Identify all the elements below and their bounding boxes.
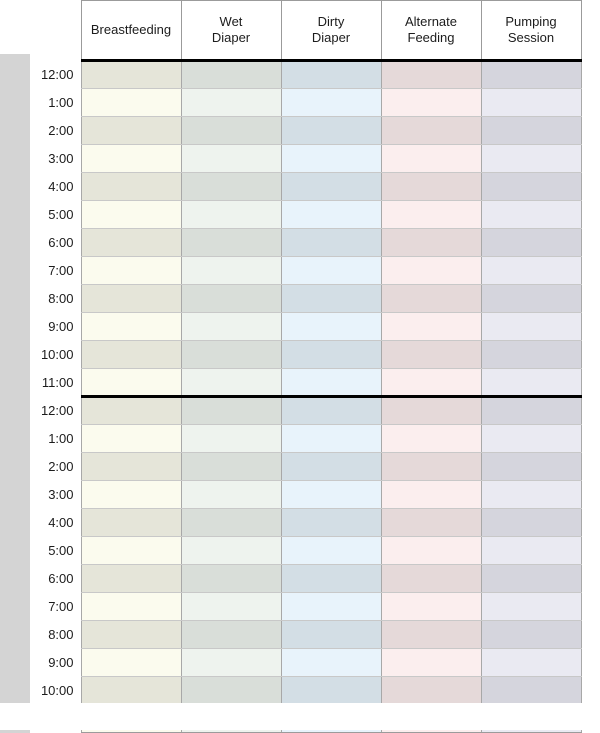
cell-alternate-feeding[interactable] [381,565,481,593]
time-label: 12:00 [30,397,81,425]
cell-dirty-diaper[interactable] [281,313,381,341]
time-label: 10:00 [30,341,81,369]
cell-breastfeeding[interactable] [81,229,181,257]
cell-breastfeeding[interactable] [81,509,181,537]
time-label: 2:00 [30,453,81,481]
table-body [0,61,581,733]
table-row [0,649,581,677]
column-header-dirty-diaper [281,1,381,61]
header-corner-time [30,1,81,61]
cell-wet-diaper[interactable] [181,341,281,369]
cell-alternate-feeding[interactable] [381,201,481,229]
cell-wet-diaper[interactable] [181,313,281,341]
time-label: 1:00 [30,89,81,117]
column-header-wet-diaper [181,1,281,61]
cell-pumping-session[interactable] [481,593,581,621]
cell-alternate-feeding[interactable] [381,537,481,565]
cell-wet-diaper[interactable] [181,285,281,313]
cell-breastfeeding[interactable] [81,341,181,369]
cell-wet-diaper[interactable] [181,145,281,173]
cell-dirty-diaper[interactable] [281,481,381,509]
cell-wet-diaper[interactable] [181,509,281,537]
cell-breastfeeding[interactable] [81,257,181,285]
cell-pumping-session[interactable] [481,145,581,173]
cell-wet-diaper[interactable] [181,593,281,621]
cell-breastfeeding[interactable] [81,481,181,509]
column-header-breastfeeding [81,1,181,61]
time-label: 4:00 [30,509,81,537]
cell-alternate-feeding[interactable] [381,649,481,677]
cell-alternate-feeding[interactable] [381,145,481,173]
cell-pumping-session[interactable] [481,649,581,677]
cell-breastfeeding[interactable] [81,425,181,453]
cell-breastfeeding[interactable] [81,369,181,397]
table-row [0,285,581,313]
cell-pumping-session[interactable] [481,509,581,537]
cell-wet-diaper[interactable] [181,173,281,201]
table-row [0,397,581,425]
cell-alternate-feeding[interactable] [381,481,481,509]
table-row [0,481,581,509]
table-header [0,1,581,61]
cell-breastfeeding[interactable] [81,117,181,145]
cell-breastfeeding[interactable] [81,285,181,313]
cell-pumping-session[interactable] [481,61,581,89]
cell-wet-diaper[interactable] [181,677,281,705]
cell-pumping-session[interactable] [481,89,581,117]
table-row [0,621,581,649]
cell-alternate-feeding[interactable] [381,313,481,341]
cell-wet-diaper[interactable] [181,369,281,397]
cell-alternate-feeding[interactable] [381,397,481,425]
cell-pumping-session[interactable] [481,621,581,649]
time-label: 3:00 [30,481,81,509]
cell-wet-diaper[interactable] [181,537,281,565]
cell-alternate-feeding[interactable] [381,229,481,257]
cell-wet-diaper[interactable] [181,117,281,145]
cell-pumping-session[interactable] [481,201,581,229]
cell-pumping-session[interactable] [481,369,581,397]
time-label: 7:00 [30,257,81,285]
table-row [0,565,581,593]
cell-pumping-session[interactable] [481,425,581,453]
cell-pumping-session[interactable] [481,565,581,593]
table-row [0,201,581,229]
cell-breastfeeding[interactable] [81,621,181,649]
cell-breastfeeding[interactable] [81,649,181,677]
time-label: 7:00 [30,593,81,621]
cell-wet-diaper[interactable] [181,649,281,677]
cell-breastfeeding[interactable] [81,453,181,481]
cell-alternate-feeding[interactable] [381,285,481,313]
time-label: 5:00 [30,201,81,229]
cell-dirty-diaper[interactable] [281,89,381,117]
cell-pumping-session[interactable] [481,173,581,201]
column-header-dirty-diaper-line1: Dirty [317,13,345,29]
table-row [0,593,581,621]
cell-dirty-diaper[interactable] [281,117,381,145]
cell-alternate-feeding[interactable] [381,677,481,705]
cell-pumping-session[interactable] [481,257,581,285]
footer-spacer [0,703,600,730]
cell-alternate-feeding[interactable] [381,117,481,145]
table-row [0,89,581,117]
cell-breastfeeding[interactable] [81,397,181,425]
cell-dirty-diaper[interactable] [281,173,381,201]
table-row [0,173,581,201]
cell-dirty-diaper[interactable] [281,677,381,705]
cell-wet-diaper[interactable] [181,397,281,425]
table-row [0,145,581,173]
column-header-alternate-feeding-line1: Alternate [404,13,458,29]
cell-wet-diaper[interactable] [181,61,281,89]
table-row [0,453,581,481]
cell-dirty-diaper[interactable] [281,565,381,593]
cell-pumping-session[interactable] [481,677,581,705]
cell-wet-diaper[interactable] [181,453,281,481]
cell-wet-diaper[interactable] [181,257,281,285]
time-label: 8:00 [30,285,81,313]
cell-dirty-diaper[interactable] [281,649,381,677]
cell-dirty-diaper[interactable] [281,453,381,481]
cell-alternate-feeding[interactable] [381,173,481,201]
column-header-alternate-feeding-line2: Feeding [407,30,455,45]
period-strip [0,54,30,730]
cell-breastfeeding[interactable] [81,145,181,173]
cell-breastfeeding[interactable] [81,89,181,117]
cell-alternate-feeding[interactable] [381,453,481,481]
table-row [0,677,581,705]
table-row [0,537,581,565]
table-row [0,229,581,257]
cell-breastfeeding[interactable] [81,677,181,705]
cell-dirty-diaper[interactable] [281,229,381,257]
time-label: 10:00 [30,677,81,705]
time-label: 6:00 [30,229,81,257]
column-header-alternate-feeding [381,1,481,61]
cell-pumping-session[interactable] [481,481,581,509]
table-row [0,257,581,285]
cell-dirty-diaper[interactable] [281,593,381,621]
cell-dirty-diaper[interactable] [281,285,381,313]
cell-wet-diaper[interactable] [181,565,281,593]
table-row [0,313,581,341]
table-row [0,117,581,145]
time-label: 1:00 [30,425,81,453]
cell-alternate-feeding[interactable] [381,89,481,117]
time-label: 5:00 [30,537,81,565]
cell-wet-diaper[interactable] [181,89,281,117]
cell-alternate-feeding[interactable] [381,425,481,453]
time-label: 8:00 [30,621,81,649]
table-row [0,369,581,397]
time-label: 9:00 [30,313,81,341]
cell-breastfeeding[interactable] [81,313,181,341]
cell-breastfeeding[interactable] [81,593,181,621]
cell-pumping-session[interactable] [481,537,581,565]
cell-pumping-session[interactable] [481,453,581,481]
table-row [0,509,581,537]
cell-breastfeeding[interactable] [81,537,181,565]
cell-breastfeeding[interactable] [81,173,181,201]
column-header-pumping-session-line1: Pumping [505,13,557,29]
cell-pumping-session[interactable] [481,313,581,341]
cell-wet-diaper[interactable] [181,425,281,453]
column-header-breastfeeding-label: Breastfeeding [90,21,172,37]
cell-dirty-diaper[interactable] [281,257,381,285]
cell-dirty-diaper[interactable] [281,397,381,425]
cell-alternate-feeding[interactable] [381,61,481,89]
column-header-wet-diaper-line1: Wet [219,13,243,29]
cell-dirty-diaper[interactable] [281,145,381,173]
cell-pumping-session[interactable] [481,229,581,257]
column-header-wet-diaper-line2: Diaper [211,30,251,45]
cell-wet-diaper[interactable] [181,201,281,229]
time-label: 9:00 [30,649,81,677]
column-header-pumping-session-line2: Session [507,30,555,45]
cell-alternate-feeding[interactable] [381,257,481,285]
cell-pumping-session[interactable] [481,397,581,425]
cell-breastfeeding[interactable] [81,61,181,89]
table-row [0,61,581,89]
cell-dirty-diaper[interactable] [281,537,381,565]
time-label: 3:00 [30,145,81,173]
time-label: 12:00 [30,61,81,89]
cell-dirty-diaper[interactable] [281,509,381,537]
cell-dirty-diaper[interactable] [281,621,381,649]
cell-alternate-feeding[interactable] [381,341,481,369]
cell-wet-diaper[interactable] [181,621,281,649]
cell-alternate-feeding[interactable] [381,593,481,621]
time-label: 4:00 [30,173,81,201]
cell-alternate-feeding[interactable] [381,369,481,397]
cell-wet-diaper[interactable] [181,481,281,509]
table-row [0,341,581,369]
time-label: 2:00 [30,117,81,145]
cell-dirty-diaper[interactable] [281,425,381,453]
cell-dirty-diaper[interactable] [281,341,381,369]
cell-pumping-session[interactable] [481,285,581,313]
cell-dirty-diaper[interactable] [281,201,381,229]
cell-alternate-feeding[interactable] [381,621,481,649]
cell-pumping-session[interactable] [481,117,581,145]
header-corner-period [0,1,30,61]
column-header-pumping-session [481,1,581,61]
cell-dirty-diaper[interactable] [281,369,381,397]
cell-alternate-feeding[interactable] [381,509,481,537]
cell-dirty-diaper[interactable] [281,61,381,89]
cell-pumping-session[interactable] [481,341,581,369]
cell-breastfeeding[interactable] [81,565,181,593]
time-label: 6:00 [30,565,81,593]
table-row [0,425,581,453]
cell-breastfeeding[interactable] [81,201,181,229]
time-label: 11:00 [30,369,81,397]
column-header-dirty-diaper-line2: Diaper [311,30,351,45]
cell-wet-diaper[interactable] [181,229,281,257]
